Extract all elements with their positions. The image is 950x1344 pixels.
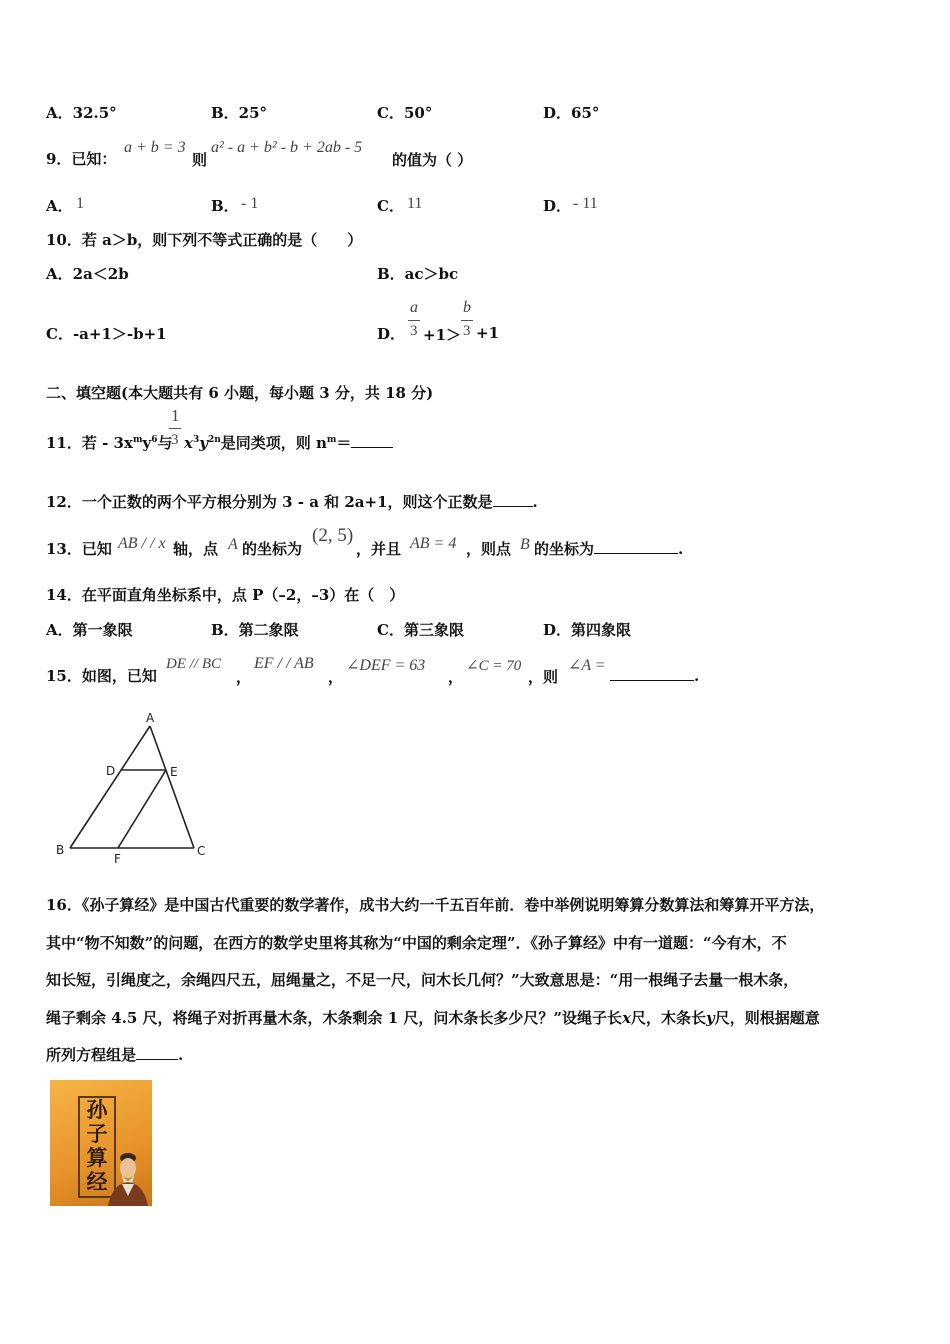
q10-d-end: +1 xyxy=(476,324,500,342)
q15-sep-2: ， xyxy=(328,668,344,686)
q16-line-3: 知长短，引绳度之，余绳四尺五，屈绳量之，不足一尺，问木长几何？”大致意思是：“用一根绳子去量一根木条， xyxy=(46,971,799,989)
q16-line-4b: 尺，木条长 xyxy=(631,1008,707,1027)
q13-axis: 轴，点 xyxy=(173,540,219,558)
q10-d-numerator-a: a xyxy=(410,299,418,316)
q10-d-numerator-b: b xyxy=(463,299,471,316)
q16-line-1: 16．《孙子算经》是中国古代重要的数学著作，成书大约一千五百年前．卷中举例说明筹算分数算法和筹算开平方法， xyxy=(46,896,825,914)
q11-fraction-bar xyxy=(169,428,181,429)
q10-option-d-label: D． xyxy=(377,325,406,343)
q9-option-b: B． xyxy=(211,197,239,215)
q12-answer-blank[interactable] xyxy=(493,492,533,507)
segment-ef xyxy=(118,770,166,848)
q13-ab-parallel-x: AB / / x xyxy=(118,535,166,552)
label-d: D xyxy=(106,764,116,778)
q9-option-a: A． xyxy=(46,197,73,215)
label-e: E xyxy=(170,765,178,779)
q11-fraction-numerator: 1 xyxy=(171,406,180,425)
q13-prefix: 13．已知 xyxy=(46,540,112,558)
q9-option-d-value: - 11 xyxy=(573,195,598,212)
q9-condition: a + b = 3 xyxy=(124,139,186,156)
q10-option-a: A．2a＜2b xyxy=(46,265,129,283)
q16-y: y xyxy=(706,1008,715,1027)
q14-stem: 14．在平面直角坐标系中，点 P（–2，–3）在（ ） xyxy=(46,586,405,604)
q16-end: . xyxy=(178,1046,184,1064)
q15-cond-ef-ab: EF / / AB xyxy=(254,655,314,672)
q14-option-d: D．第四象限 xyxy=(543,621,632,639)
q15-then: ，则 xyxy=(528,668,559,686)
q8-option-a: A．32.5° xyxy=(46,104,117,122)
q10-d-fraction-bar-b xyxy=(461,320,473,321)
q16-answer-blank[interactable] xyxy=(136,1045,178,1060)
q15-end: . xyxy=(694,667,700,685)
q13-length: AB = 4 xyxy=(410,535,457,552)
q11-prefix xyxy=(46,432,172,453)
q11-with: 与 xyxy=(157,434,173,452)
q15-cond-angle-def: ∠DEF = 63 xyxy=(346,657,426,674)
q11-fraction-denominator: 3 xyxy=(171,432,179,448)
q8-option-b: B．25° xyxy=(211,104,268,122)
section-2-heading: 二、填空题(本大题共有 6 小题，每小题 3 分，共 18 分) xyxy=(46,384,434,402)
q9-suffix: 的值为（ ） xyxy=(392,151,473,169)
q16-line-4c: 尺，则根据题意 xyxy=(714,1008,820,1027)
q12-text: 12．一个正数的两个平方根分别为 3 - a 和 2a+1，则这个正数是 xyxy=(46,493,493,511)
q13-coordinate: (2, 5) xyxy=(312,525,354,546)
q10-stem: 10．若 a＞b，则下列不等式正确的是（ ） xyxy=(46,231,363,249)
q10-d-denominator-a: 3 xyxy=(410,323,418,339)
q14-option-a: A．第一象限 xyxy=(46,621,133,639)
q9-option-b-value: - 1 xyxy=(241,195,259,212)
q8-option-d: D．65° xyxy=(543,104,600,122)
q15-triangle-figure xyxy=(50,708,220,868)
q16-line-5 xyxy=(46,1037,908,1075)
q15-prefix: 15．如图，已知 xyxy=(46,667,157,685)
side-ac xyxy=(150,726,194,848)
q12-end: . xyxy=(532,493,538,511)
q11-sup-3: 3 xyxy=(192,435,200,445)
q13-point-b: B xyxy=(520,536,530,553)
q12-line xyxy=(46,491,538,512)
q9-prefix: 9．已知： xyxy=(46,150,117,168)
q10-d-denominator-b: 3 xyxy=(463,323,471,339)
q16-paragraph xyxy=(46,887,908,1075)
q11-suffix: 是同类项，则 n xyxy=(220,434,327,452)
label-c: C xyxy=(197,844,206,858)
q15-cond-angle-c: ∠C = 70 xyxy=(466,658,522,674)
label-a: A xyxy=(146,711,155,725)
q15-answer-line xyxy=(610,666,699,685)
q14-option-b: B．第二象限 xyxy=(211,621,299,639)
q11-sup-m2: m xyxy=(326,435,337,445)
q16-line-4 xyxy=(46,1000,908,1038)
q11-y2: y xyxy=(199,434,208,452)
q11-eq: ＝ xyxy=(336,434,352,452)
q11-prefix-text: 11．若 - 3x xyxy=(46,434,133,452)
q11-answer-blank[interactable] xyxy=(351,433,393,448)
q11-x: x xyxy=(184,434,193,452)
q16-line-2: 其中“物不知数”的问题，在西方的数学史里将其称为“中国的剩余定理”．《孙子算经》中有一道题：“今有木，不 xyxy=(46,933,787,952)
q13-ask: 的坐标为 xyxy=(534,540,595,558)
q13-and: ，并且 xyxy=(356,540,402,558)
triangle-lines xyxy=(70,726,194,848)
q16-x: x xyxy=(622,1008,632,1027)
q15-sep-3: ， xyxy=(448,668,464,686)
side-ab xyxy=(70,726,150,848)
q16-line-4a: 绳子剩余 4.5 尺，将绳子对折再量木条，木条剩余 1 尺，问木条长多少尺？”设绳子长 xyxy=(46,1008,623,1027)
q8-option-c: C．50° xyxy=(377,104,433,122)
sunzi-suanjing-book-cover xyxy=(50,1080,152,1206)
q11-sup-6: 6 xyxy=(151,435,158,445)
q11-sup-m: m xyxy=(132,435,143,445)
label-f: F xyxy=(114,852,121,866)
q9-option-d: D． xyxy=(543,197,572,215)
q14-option-c: C．第三象限 xyxy=(377,621,464,639)
q15-cond-de-bc: DE // BC xyxy=(166,656,221,672)
q9-expression: a² - a + b² - b + 2ab - 5 xyxy=(211,139,363,156)
q10-d-mid: +1＞ xyxy=(423,326,462,344)
book-title: 孙子算经 xyxy=(78,1096,116,1198)
q13-end: . xyxy=(678,540,684,558)
scholar-portrait-icon xyxy=(104,1144,150,1206)
label-b: B xyxy=(56,843,65,857)
q15-answer-blank[interactable] xyxy=(610,666,694,681)
q13-then: ，则点 xyxy=(466,540,512,558)
q11-sup-2n: 2n xyxy=(207,435,221,445)
q10-option-b: B．ac＞bc xyxy=(377,265,459,283)
q15-sep-1: ， xyxy=(236,668,252,686)
q13-answer-blank[interactable] xyxy=(594,539,678,554)
q9-option-c: C． xyxy=(377,197,404,215)
q13-ask-line xyxy=(534,538,683,559)
q9-mid: 则 xyxy=(192,151,208,169)
q10-d-fraction-bar-a xyxy=(408,320,420,321)
q13-coord-text: 的坐标为 xyxy=(242,540,303,558)
q11-rest xyxy=(184,432,393,453)
q16-line-5-text: 所列方程组是 xyxy=(46,1046,137,1064)
q9-option-c-value: 11 xyxy=(407,195,423,212)
q9-option-a-value: 1 xyxy=(76,195,84,212)
q15-ask: ∠A = xyxy=(568,657,606,674)
q11-y: y xyxy=(142,434,152,452)
q13-point-a: A xyxy=(228,536,238,553)
q10-option-c: C．-a+1＞-b+1 xyxy=(46,325,167,343)
